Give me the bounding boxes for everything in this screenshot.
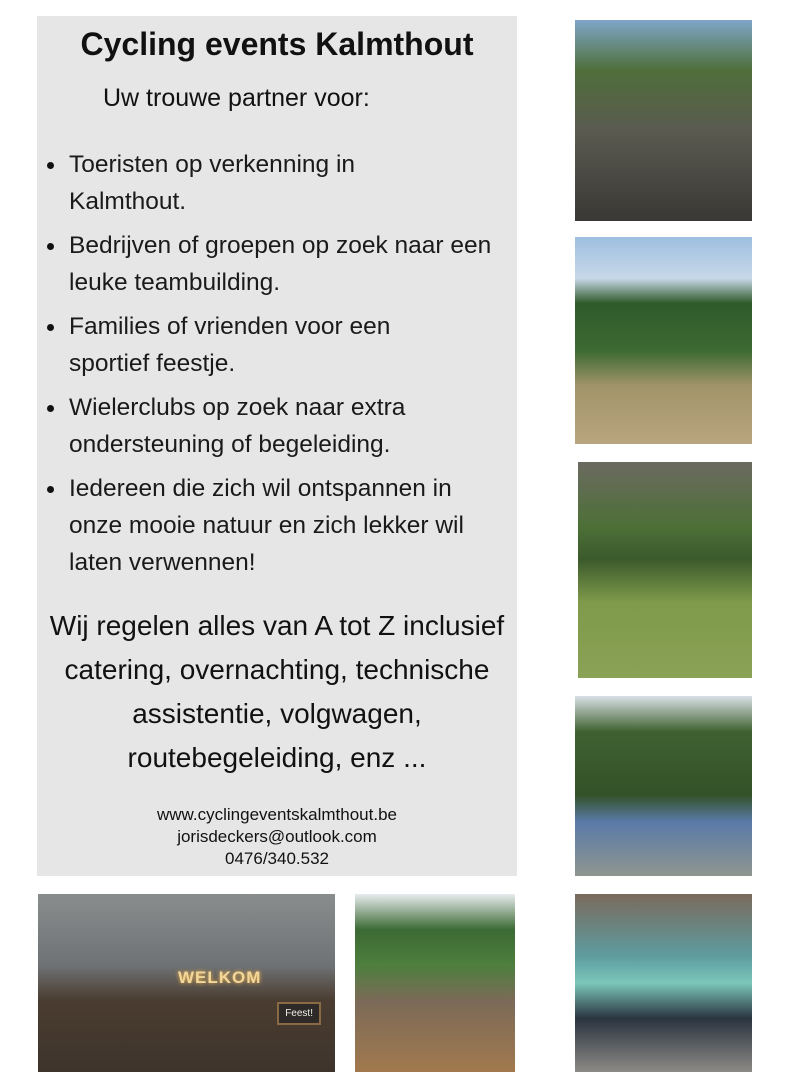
flyer-subtitle: Uw trouwe partner voor: (103, 84, 370, 112)
bullet-list (47, 146, 517, 588)
list-item: Iedereen die zich wil ontspannen in onze mooie natuur en zich lekker wil laten verwennen! (47, 470, 497, 581)
feest-sign: Feest! (277, 1002, 321, 1025)
welkom-sign: WELKOM (178, 968, 262, 987)
photo-group-cyclists-street (575, 20, 752, 221)
photo-wheelbarrow (578, 462, 752, 678)
flyer-title: Cycling events Kalmthout (80, 26, 474, 62)
photo-cycling-club-road (575, 696, 752, 876)
photo-cyclists-group-circle (575, 894, 752, 1072)
list-item: Families of vrienden voor een sportief feestje. (47, 308, 447, 382)
info-panel (37, 16, 517, 876)
closing-text: Wij regelen alles van A tot Z inclusief catering, overnachting, technische assistentie, volgwagen, routebegeleiding, enz ... (49, 610, 505, 773)
website-link[interactable]: www.cyclingeventskalmthout.be (156, 805, 397, 824)
email-link[interactable]: jorisdeckers@outlook.com (177, 827, 377, 846)
photo-catering-table (355, 894, 515, 1072)
contact-info (37, 804, 517, 870)
phone-number: 0476/340.532 (225, 849, 329, 868)
list-item: Wielerclubs op zoek naar extra ondersteuning of begeleiding. (47, 389, 467, 463)
list-item: Bedrijven of groepen op zoek naar een leuke teambuilding. (47, 227, 517, 301)
photo-teambuilding-game (575, 237, 752, 444)
list-item: Toeristen op verkenning in Kalmthout. (47, 146, 407, 220)
photo-welkom-bar (38, 894, 335, 1072)
